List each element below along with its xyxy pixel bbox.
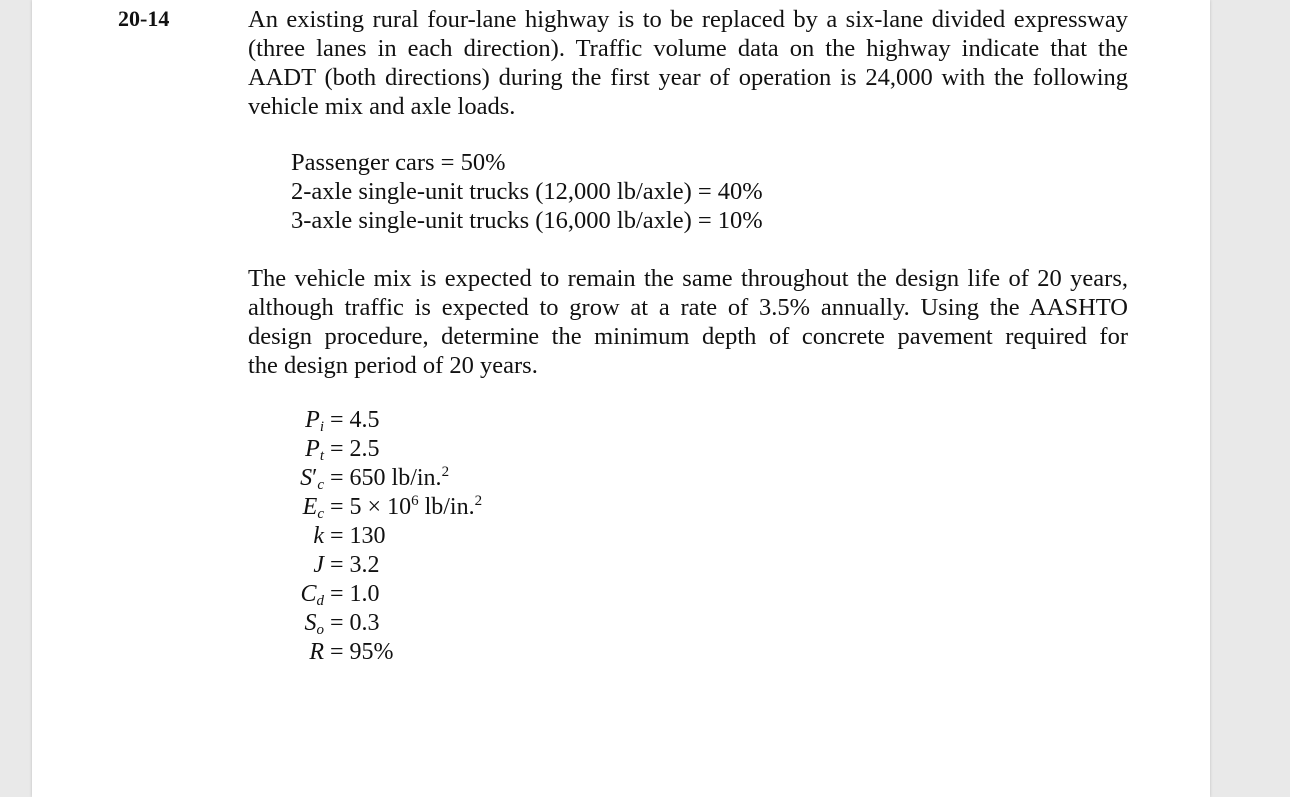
parameter-value: 95% [349, 639, 394, 665]
question-line: the design period of 20 years. [248, 352, 538, 379]
parameter-row [278, 435, 482, 464]
equals-sign: = [330, 639, 344, 665]
equals-sign: = [330, 407, 344, 433]
parameter-symbol: $P_t$ [305, 436, 324, 464]
parameter-symbol: $S'_c$ [300, 465, 324, 493]
intro-line: AADT (both directions) during the first year of operation is 24,000 with the following [248, 64, 1128, 91]
parameter-row [278, 609, 482, 638]
equals-sign: = [330, 465, 344, 491]
parameter-row [278, 522, 482, 551]
parameter-row [278, 580, 482, 609]
parameter-symbol: J [313, 552, 324, 578]
equals-sign: = [330, 436, 344, 462]
document-page [32, 0, 1210, 797]
parameter-row [278, 638, 482, 667]
problem-number: 20-14 [118, 6, 170, 31]
parameter-row [278, 493, 482, 522]
equals-sign: = [330, 494, 344, 520]
intro-line: An existing rural four-lane highway is to be replaced by a six-lane divided expressway [248, 6, 1128, 33]
vehicle-mix-item: Passenger cars = 50% [291, 149, 506, 176]
parameter-symbol: $P_i$ [305, 407, 324, 435]
parameter-value: $5 \times 10^6$ lb/in.$^2$ [349, 493, 483, 520]
equals-sign: = [330, 581, 344, 607]
equals-sign: = [330, 523, 344, 549]
equals-sign: = [330, 610, 344, 636]
design-parameters-list [278, 406, 482, 667]
problem-question-paragraph [248, 264, 1128, 380]
parameter-value: 2.5 [349, 436, 380, 462]
parameter-symbol: R [309, 639, 324, 665]
parameter-value: 1.0 [349, 581, 380, 607]
intro-line: vehicle mix and axle loads. [248, 93, 516, 120]
parameter-value: 4.5 [349, 407, 380, 433]
parameter-symbol: $S_o$ [304, 610, 324, 638]
parameter-value: 130 [349, 523, 386, 549]
parameter-symbol: $E_c$ [302, 494, 324, 522]
parameter-row [278, 406, 482, 435]
vehicle-mix-list [291, 148, 763, 235]
question-line: The vehicle mix is expected to remain the same throughout the design life of 20 years, [248, 265, 1128, 292]
parameter-row [278, 551, 482, 580]
parameter-row [278, 464, 482, 493]
question-line: design procedure, determine the minimum depth of concrete pavement required for [248, 323, 1128, 350]
parameter-value: 0.3 [349, 610, 380, 636]
problem-intro-paragraph [248, 5, 1128, 121]
parameter-value: 650 lb/in.$^2$ [349, 464, 450, 491]
parameter-symbol: $C_d$ [300, 581, 324, 609]
vehicle-mix-item: 3-axle single-unit trucks (16,000 lb/axle) = 10% [291, 207, 763, 234]
equals-sign: = [330, 552, 344, 578]
intro-line: (three lanes in each direction). Traffic volume data on the highway indicate that the [248, 35, 1128, 62]
question-line: although traffic is expected to grow at a rate of 3.5% annually. Using the AASHTO [248, 294, 1128, 321]
vehicle-mix-item: 2-axle single-unit trucks (12,000 lb/axle) = 40% [291, 178, 763, 205]
parameter-value: 3.2 [349, 552, 380, 578]
parameter-symbol: k [313, 523, 324, 549]
